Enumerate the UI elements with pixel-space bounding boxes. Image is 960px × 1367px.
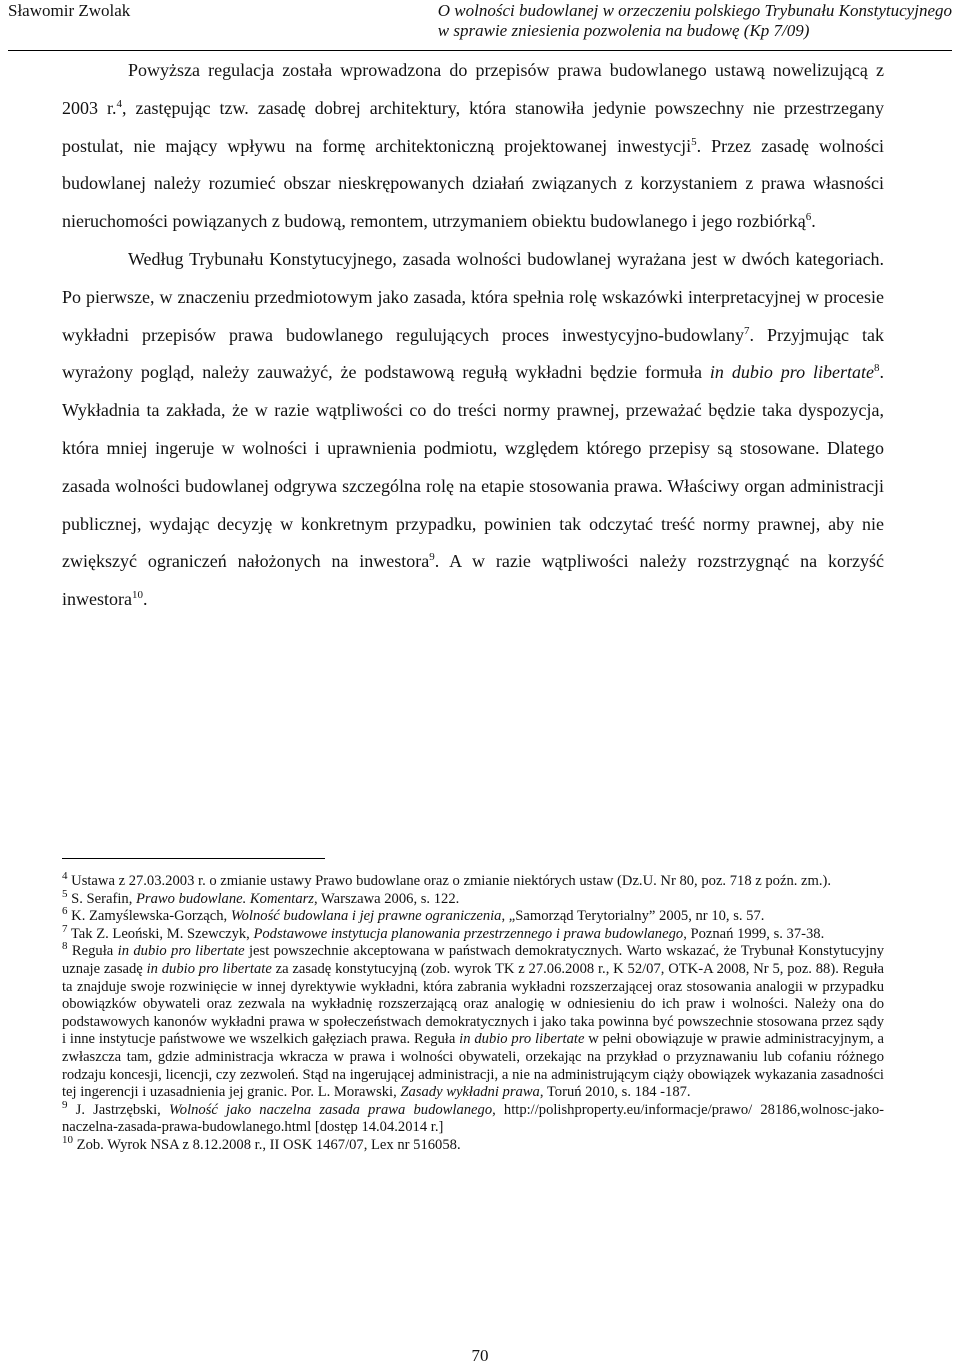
footnote-ref-5[interactable]: 5 (691, 135, 697, 148)
footnote-ref-10[interactable]: 10 (131, 589, 143, 602)
footnote-separator (62, 858, 325, 859)
footnote-4: $^4$ Ustawa z 27.03.2003 r. o zmianie ustawy Prawo budowlane oraz o zmianie niektórych ustaw (Dz.U. Nr 80, poz. 718 z poźn. zm.). (62, 870, 832, 889)
header-title-line2: w sprawie zniesienia pozwolenia na budowę (Kp 7/09) (437, 21, 810, 40)
header-title (438, 1, 952, 41)
footnote-ref-9[interactable]: 9 (429, 551, 435, 564)
footnote-ref-7[interactable]: 7 (743, 324, 750, 337)
footnote-5: $^5$ S. Serafin, Prawo budowlane. Komentarz, Warszawa 2006, s. 122. (62, 887, 460, 907)
footnote-ref-6[interactable]: 6 (805, 211, 812, 224)
header-title-line1: O wolności budowlanej w orzeczeniu polskiego Trybunału Konstytucyjnego (437, 1, 952, 20)
header-author: Sławomir Zwolak (8, 1, 131, 20)
footnote-10: $^{10}$ Zob. Wyrok NSA z 8.12.2008 r., II OSK 1467/07, Lex nr 516058. (62, 1134, 461, 1153)
page-number: 70 (471, 1346, 489, 1365)
paragraph-2: Według Trybunału Konstytucyjnego, zasada wolności budowlanej wyrażana jest w dwóch kategoriach. Po pierwsze, w znaczeniu przedmiotowym jako zasada, która spełnia rolę wskazówki interpretacyjnej w procesie wykładni przepisów prawa budowlanego regulujących proces inwestycyjno-budowlany$^7$. Przyjmując tak wyrażony pogląd, należy zauważyć, że podstawową regułą wykładni będzie formuła in dubio pro libertate$^8$. Wykładnia ta zakłada, że w razie wątpliwości co do treści normy prawnej, przeważać będzie taka dyspozycja, która mniej ingeruje w wolności i uprawnienia podmiotu, względem którego przepisy są stosowane. Dlatego zasada wolności budowlanej odgrywa szczególna rolę na etapie stosowania prawa. Właściwy organ administracji publicznej, wydając decyzję w konkretnym przypadku, powinien tak odczytać treść normy prawnej, aby nie zwiększyć ograniczeń nałożonych na inwestora$^9$. A w razie wątpliwości należy rozstrzygnąć na korzyść inwestora$^{10}$. (62, 248, 885, 610)
footnotes (62, 858, 884, 1155)
latin-phrase: in dubio pro libertate (709, 362, 874, 383)
footnote-7: $^7$ Tak Z. Leoński, M. Szewczyk, Podstawowe instytucja planowania przestrzennego i prawa budowlanego, Poznań 1999, s. 37-38. (62, 922, 825, 942)
footnote-ref-8[interactable]: 8 (874, 362, 880, 375)
footnote-6: $^6$ K. Zamyślewska-Gorząch, Wolność budowlana i jej prawne ograniczenia, „Samorząd Terytorialny” 2005, nr 10, s. 57. (62, 905, 765, 925)
footnote-9: $^9$ J. Jastrzębski, Wolność jako naczelna zasada prawa budowlanego, http://polishproperty.eu/informacje/prawo/ 28186,wolnosc-jako-naczelna-zasada-prawa-budowlanego.html [dostęp 14.04.2014 r.] (62, 1098, 884, 1136)
main-text (62, 52, 884, 619)
running-header (8, 0, 952, 51)
footnote-8: $^8$ Reguła in dubio pro libertate jest powszechnie akceptowana w państwach demokratycznych. Warto wskazać, że Trybunał Konstytucyjny uznaje zasadę in dubio pro libertate za zasadę konstytucyjną (zob. wyrok TK z 27.06.2008 r., K 52/07, OTK-A 2008, Nr 5, poz. 88). Reguła ta znajduje swoje rozwinięcie w innej dyrektywie wykładni, która zabrania wykładni rozszerzającej oraz stosowania analogii w przypadku obowiązków obywateli oraz zezwala na wykładnię rozszerzającą oraz analogię w odniesieniu do ich praw i wolności. Należy ona do podstawowych kanonów wykładni prawa w społeczeństwach demokratycznych i jako taka powinna być powszechnie stosowana przez sądy i inne instytucje państwowe we wszelkich gałęziach prawa. Reguła in dubio pro libertate w pełni obowiązuje w prawie administracyjnym, a zwłaszcza tam, gdzie administracja wkracza w prawa i wolności obywateli, orzekając na przykład o przyznawaniu lub cofaniu różnego rodzaju koncesji, licencji, czy zezwoleń. Stąd na ingerującej administracji, a nie na administrującym ciąży obowiązek wykazania zasadności tej ingerencji i uzasadnienia jej granic. Por. L. Morawski, Zasady wykładni prawa, Toruń 2010, s. 184 -187. (62, 940, 885, 1101)
paragraph-1: Powyższa regulacja została wprowadzona do przepisów prawa budowlanego ustawą nowelizującą z 2003 r.$^4$, zastępując tzw. zasadę dobrej architektury, która stanowiła jedynie powszechny nie przestrzegany postulat, nie mający wpływu na formę architektoniczną projektowanej inwestycji$^5$. Przez zasadę wolności budowlanej należy rozumieć obszar nieskrępowanych działań związanych z korzystaniem z prawa własności nieruchomości powiązanych z budową, remontem, utrzymaniem obiektu budowlanego i jego rozbiórką$^6$. (62, 60, 885, 232)
footnote-ref-4[interactable]: 4 (116, 97, 123, 110)
